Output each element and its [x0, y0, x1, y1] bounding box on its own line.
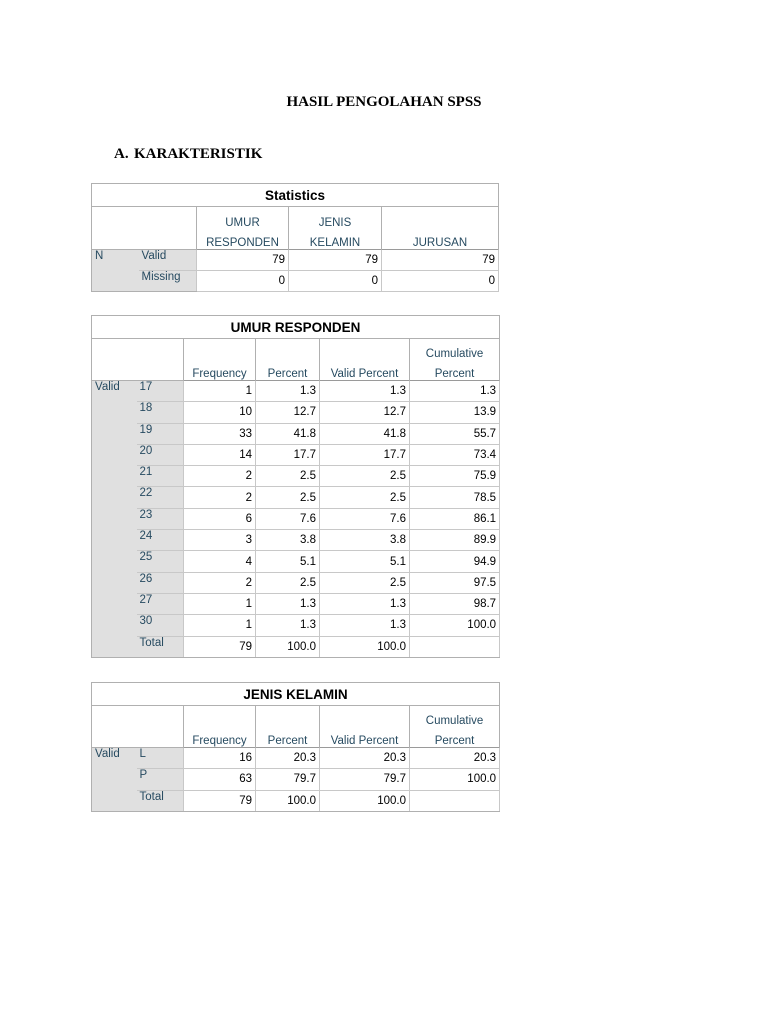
table-cell: 0 [197, 271, 289, 292]
table-cell [410, 636, 500, 657]
table-cell: 13.9 [410, 402, 500, 423]
column-header: JURUSAN [382, 229, 499, 250]
table-cell: 2 [184, 466, 256, 487]
table-cell: 1 [184, 615, 256, 636]
header-corner [92, 706, 184, 748]
table-row [92, 530, 500, 551]
table-cell: 20.3 [320, 748, 410, 769]
table-cell: 2.5 [256, 572, 320, 593]
table-cell: 3 [184, 530, 256, 551]
row-label: 19 [137, 423, 184, 444]
row-label: Missing [139, 271, 197, 292]
table-cell: 73.4 [410, 444, 500, 465]
row-label: 22 [137, 487, 184, 508]
table-cell: 5.1 [320, 551, 410, 572]
table-cell: 79 [184, 790, 256, 811]
table-cell: 98.7 [410, 593, 500, 614]
row-label: Valid [139, 250, 197, 271]
table-cell: 63 [184, 769, 256, 790]
table-row [92, 402, 500, 423]
table-cell: 79.7 [320, 769, 410, 790]
column-header: Frequency [184, 727, 256, 748]
row-label: L [137, 748, 184, 769]
table-cell: 14 [184, 444, 256, 465]
table-cell: 79 [382, 250, 499, 271]
table-cell: 17.7 [320, 444, 410, 465]
table-cell: 41.8 [256, 423, 320, 444]
table-cell: 2.5 [320, 572, 410, 593]
table-cell: 100.0 [256, 636, 320, 657]
table-row [92, 572, 500, 593]
table-cell: 79 [197, 250, 289, 271]
table-cell: 16 [184, 748, 256, 769]
column-header: Cumulative [410, 339, 500, 360]
row-label: 30 [137, 615, 184, 636]
table-cell: 97.5 [410, 572, 500, 593]
table-cell: 3.8 [256, 530, 320, 551]
table-cell: 1 [184, 593, 256, 614]
table-cell: 2.5 [256, 487, 320, 508]
umur-responden-table [91, 315, 500, 658]
row-label: Total [137, 790, 184, 811]
table-row [92, 466, 500, 487]
table-cell: 94.9 [410, 551, 500, 572]
row-label: 17 [137, 381, 184, 402]
row-label: Total [137, 636, 184, 657]
table-cell: 12.7 [320, 402, 410, 423]
table-cell: 1.3 [320, 593, 410, 614]
table-cell [410, 790, 500, 811]
table-row [92, 444, 500, 465]
column-header: Frequency [184, 360, 256, 381]
column-header: KELAMIN [289, 229, 382, 250]
table-cell: 1 [184, 381, 256, 402]
table-row [92, 551, 500, 572]
row-label: 23 [137, 508, 184, 529]
jenis-table-title: JENIS KELAMIN [92, 683, 500, 706]
table-cell: 100.0 [256, 790, 320, 811]
row-label: 27 [137, 593, 184, 614]
table-cell: 75.9 [410, 466, 500, 487]
table-cell: 20.3 [410, 748, 500, 769]
table-row [92, 636, 500, 657]
header-corner [92, 339, 184, 381]
table-cell: 5.1 [256, 551, 320, 572]
section-label: KARAKTERISTIK [134, 146, 263, 162]
table-cell: 2.5 [320, 466, 410, 487]
table-cell: 10 [184, 402, 256, 423]
row-group-label: Valid [92, 748, 137, 812]
table-cell: 79.7 [256, 769, 320, 790]
column-header: Percent [256, 727, 320, 748]
table-row [92, 790, 500, 811]
section-number: A. [114, 146, 129, 162]
table-row [92, 769, 500, 790]
table-row [92, 508, 500, 529]
umur-table-title: UMUR RESPONDEN [92, 316, 500, 339]
table-cell: 100.0 [320, 636, 410, 657]
table-cell: 2 [184, 487, 256, 508]
table-cell: 89.9 [410, 530, 500, 551]
table-row [92, 381, 500, 402]
table-cell: 41.8 [320, 423, 410, 444]
row-label: 18 [137, 402, 184, 423]
document-title: HASIL PENGOLAHAN SPSS [286, 94, 482, 110]
table-row [92, 593, 500, 614]
row-label: 21 [137, 466, 184, 487]
row-group-label: N [92, 250, 139, 292]
table-cell: 1.3 [256, 615, 320, 636]
header-corner [92, 207, 197, 250]
column-header: Cumulative [410, 706, 500, 727]
column-header: RESPONDEN [197, 229, 289, 250]
table-cell: 55.7 [410, 423, 500, 444]
table-cell: 0 [289, 271, 382, 292]
table-cell: 0 [382, 271, 499, 292]
column-header: Valid Percent [320, 360, 410, 381]
row-group-label: Valid [92, 381, 137, 658]
column-header: Percent [410, 360, 500, 381]
row-label: 20 [137, 444, 184, 465]
table-cell: 33 [184, 423, 256, 444]
table-cell: 100.0 [410, 615, 500, 636]
table-cell: 1.3 [320, 381, 410, 402]
table-cell: 17.7 [256, 444, 320, 465]
column-header: Percent [410, 727, 500, 748]
table-cell: 4 [184, 551, 256, 572]
statistics-table-title: Statistics [92, 184, 499, 207]
table-row [92, 423, 500, 444]
table-cell: 100.0 [410, 769, 500, 790]
column-header [382, 207, 499, 229]
table-cell: 1.3 [256, 593, 320, 614]
table-cell: 1.3 [410, 381, 500, 402]
table-cell: 7.6 [256, 508, 320, 529]
column-header: Percent [256, 360, 320, 381]
table-cell: 2 [184, 572, 256, 593]
table-row [92, 615, 500, 636]
table-row [92, 487, 500, 508]
table-cell: 86.1 [410, 508, 500, 529]
table-cell: 12.7 [256, 402, 320, 423]
table-cell: 6 [184, 508, 256, 529]
row-label: 24 [137, 530, 184, 551]
table-cell: 1.3 [256, 381, 320, 402]
table-cell: 79 [184, 636, 256, 657]
row-label: P [137, 769, 184, 790]
statistics-table [91, 183, 499, 292]
row-label: 26 [137, 572, 184, 593]
table-cell: 2.5 [256, 466, 320, 487]
table-cell: 3.8 [320, 530, 410, 551]
table-cell: 1.3 [320, 615, 410, 636]
jenis-kelamin-table [91, 682, 500, 812]
table-cell: 7.6 [320, 508, 410, 529]
table-cell: 79 [289, 250, 382, 271]
table-cell: 20.3 [256, 748, 320, 769]
table-cell: 100.0 [320, 790, 410, 811]
table-row [92, 748, 500, 769]
column-header: JENIS [289, 207, 382, 229]
section-heading [114, 146, 262, 163]
row-label: 25 [137, 551, 184, 572]
table-cell: 78.5 [410, 487, 500, 508]
column-header: Valid Percent [320, 727, 410, 748]
column-header: UMUR [197, 207, 289, 229]
table-cell: 2.5 [320, 487, 410, 508]
